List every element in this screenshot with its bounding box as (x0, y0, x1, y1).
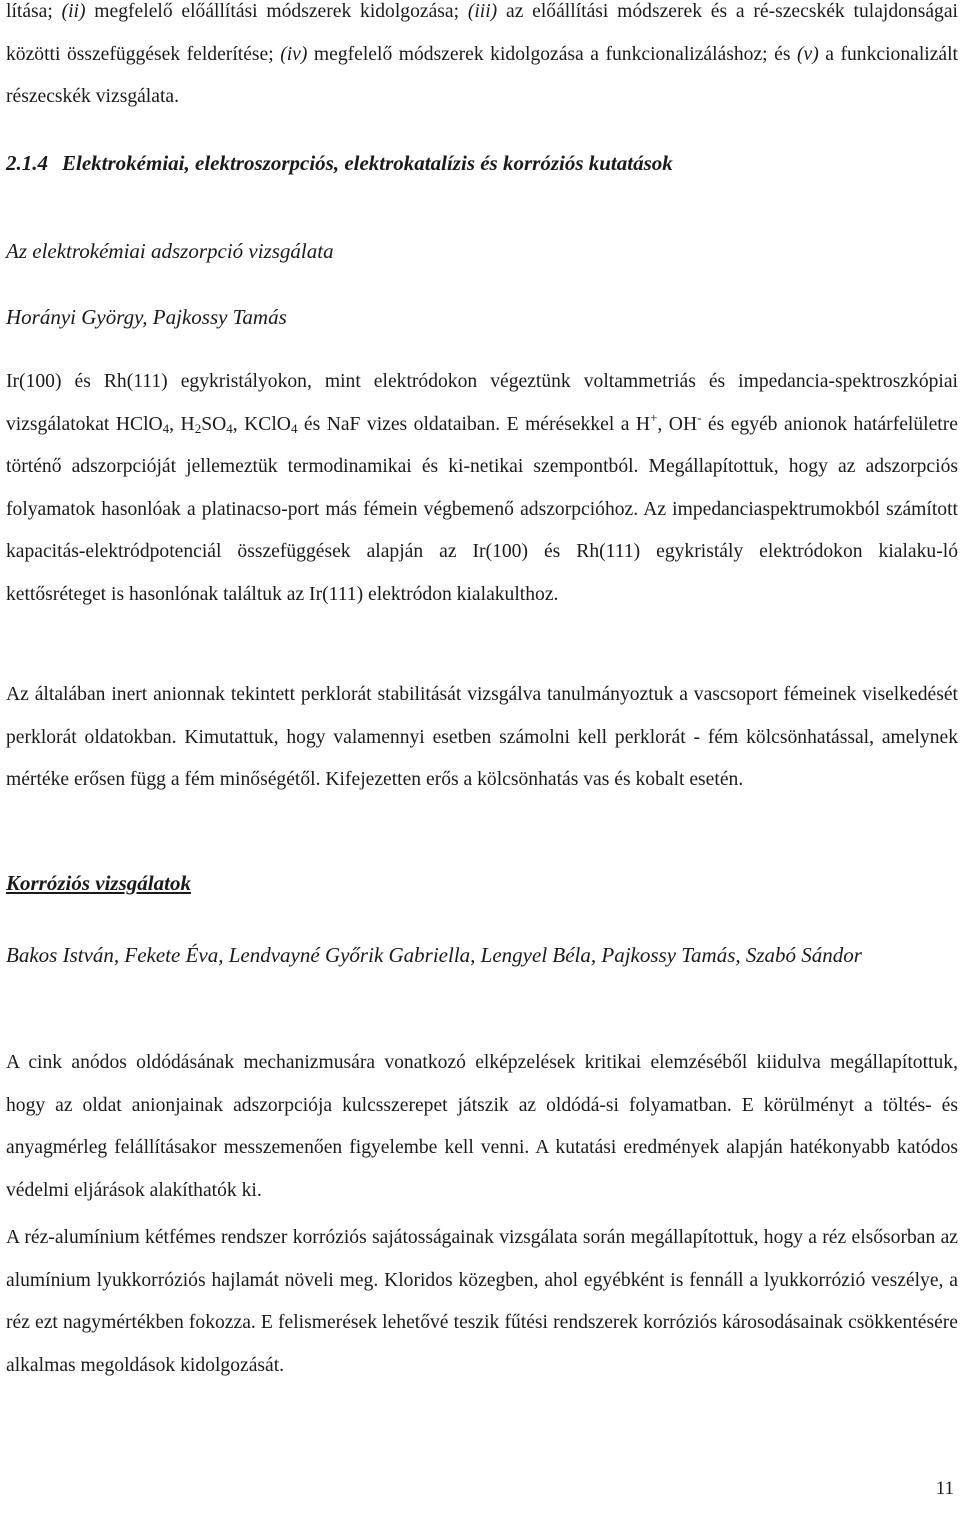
paragraph-zinc: A cink anódos oldódásának mechanizmusára vonatkozó elképzelések kritikai elemzéséből kiidulva megállapítottuk, hogy az oldat anionjainak adszorpciója kulcsszerepet játszik az oldódá-si folyamatban. E körülményt a töltés- és anyagmérleg felállításakor messzemenően figyelembe kell venni. A kutatási eredmények alapján hatékonyabb katódos védelmi eljárások alakíthatók ki. (6, 1052, 958, 1201)
section-number: 2.1.4 (6, 151, 48, 175)
text-run: , KClO (232, 413, 291, 435)
section-heading-title: Elektrokémiai, elektroszorpciós, elektrokatalízis és korróziós kutatások (62, 151, 673, 175)
intro-text: lítása; (6, 1, 62, 22)
paragraph-perchlorate: Az általában inert anionnak tekintett perklorát stabilitását vizsgálva tanulmányoztuk a vascsoport fémeinek viselkedését perklorát oldatokban. Kimutattuk, hogy valamennyi esetben számolni kell perklorát - fém kölcsönhatással, amelynek mértéke erősen függ a fém minőségétől. Kifejezetten erős a kölcsönhatás vas és kobalt esetén. (6, 684, 958, 790)
text-run: és NaF vizes oldataiban. E mérésekkel a H (297, 413, 651, 435)
subsection-title: Az elektrokémiai adszorpció vizsgálata (6, 239, 334, 263)
intro-text: az előállítási módszerek és a ré-szecskék tulajdonságai közötti összefüggések felderítése; (6, 1, 958, 65)
paragraph-copper-aluminium: A réz-alumínium kétfémes rendszer korróziós sajátosságainak vizsgálata során megállapítottuk, hogy a réz elsősorban az alumínium lyukkorróziós hajlamát növeli meg. Kloridos közegben, ahol egyébként is fennáll a lyukkorrózió veszélye, a réz ezt nagymértékben fokozza. E felismerések lehetővé teszik fűtési rendszerek korróziós károsodásainak csökkentésére alkalmas megoldások kidolgozását. (6, 1227, 958, 1376)
authors-line-2: Bakos István, Fekete Éva, Lendvayné Győrik Gabriella, Lengyel Béla, Pajkossy Tamás, Szabó Sándor (6, 943, 862, 967)
subscript: 2 (194, 420, 202, 436)
page-number: 11 (935, 1478, 954, 1499)
subscript: 4 (226, 420, 233, 436)
subscript: 4 (290, 420, 298, 436)
text-run: és egyéb anionok határfelületre történő adszorpcióját jellemeztük termodinamikai és ki-netikai szempontból. Megállapítottuk, hogy az adszorpciós folyamatok hasonlóak a platinacso-port más fémein végbemenő adszorpcióhoz. Az impedanciaspektrumokból számított kapacitás-elektródpotenciál összefüggések alapján az Ir(100) és Rh(111) egykristály elektródokon kialaku-ló kettősréteget is hasonlónak találtuk az Ir(111) elektródon kialakulthoz. (6, 413, 958, 605)
intro-text: megfelelő előállítási módszerek kidolgozása; (85, 1, 468, 22)
superscript: + (650, 409, 658, 425)
intro-text: a funkcionalizált részecskék vizsgálata. (6, 43, 958, 107)
text-run: , H (169, 413, 195, 435)
text-run: SO (201, 413, 227, 435)
intro-text: megfelelő módszerek kidolgozása a funkcionalizáláshoz; és (307, 43, 797, 65)
corrosion-section-title: Korróziós vizsgálatok (6, 871, 191, 895)
superscript: - (697, 409, 702, 425)
text-run: , OH (657, 413, 698, 435)
subscript: 4 (162, 420, 170, 436)
paragraph-adsorption (6, 361, 958, 616)
text-run: Ir(100) és Rh(111) egykristályokon, mint elektródokon végeztünk voltammetriás és impedancia-spektroszkópiai vizsgálatokat HClO (6, 371, 958, 435)
section-heading (6, 151, 673, 176)
intro-paragraph (6, 0, 958, 119)
intro-enum-iii: (iii) (467, 1, 498, 22)
intro-enum-v: (v) (796, 43, 819, 65)
authors-line-1: Horányi György, Pajkossy Tamás (6, 305, 287, 329)
intro-enum-iv: (iv) (280, 43, 308, 65)
intro-enum-ii: (ii) (61, 1, 86, 22)
